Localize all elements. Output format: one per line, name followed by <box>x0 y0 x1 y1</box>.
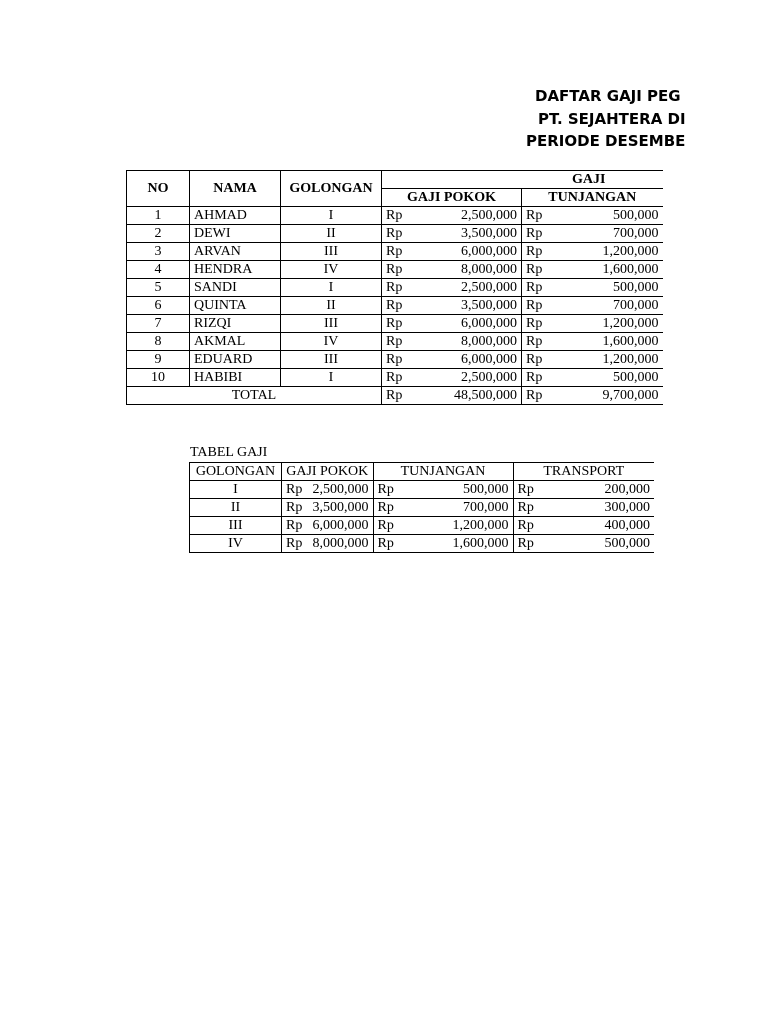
ref-cell-gaji-pokok-currency[interactable]: Rp <box>282 517 309 535</box>
cell-gaji-pokok[interactable]: 6,000,000 <box>421 351 522 369</box>
reference-table-caption[interactable]: TABEL GAJI <box>190 445 268 460</box>
cell-nama[interactable]: SANDI <box>190 279 281 297</box>
cell-tunjangan-currency[interactable]: Rp <box>522 207 561 225</box>
cell-no[interactable]: 6 <box>127 297 190 315</box>
ref-cell-golongan[interactable]: I <box>190 481 282 499</box>
ref-cell-tunjangan[interactable]: 700,000 <box>412 499 513 517</box>
ref-cell-tunjangan-currency[interactable]: Rp <box>373 517 412 535</box>
total-gaji-pokok[interactable]: 48,500,000 <box>421 387 522 405</box>
ref-header-tunjangan[interactable]: TUNJANGAN <box>373 463 513 481</box>
report-title: DAFTAR GAJI PEG <box>535 87 681 105</box>
ref-cell-tunjangan-currency[interactable]: Rp <box>373 535 412 553</box>
cell-no[interactable]: 9 <box>127 351 190 369</box>
cell-gaji-pokok[interactable]: 6,000,000 <box>421 243 522 261</box>
total-label[interactable]: TOTAL <box>127 387 382 405</box>
ref-cell-gaji-pokok-currency[interactable]: Rp <box>282 535 309 553</box>
cell-nama[interactable]: RIZQI <box>190 315 281 333</box>
table-row <box>127 315 663 333</box>
cell-no[interactable]: 1 <box>127 207 190 225</box>
cell-no[interactable]: 3 <box>127 243 190 261</box>
ref-cell-gaji-pokok[interactable]: 2,500,000 <box>309 481 374 499</box>
cell-golongan[interactable]: IV <box>281 333 382 351</box>
total-tunjangan-currency[interactable]: Rp <box>522 387 561 405</box>
ref-header-transport[interactable]: TRANSPORT <box>513 463 654 481</box>
cell-nama[interactable]: DEWI <box>190 225 281 243</box>
ref-cell-gaji-pokok[interactable]: 8,000,000 <box>309 535 374 553</box>
ref-cell-transport-currency[interactable]: Rp <box>513 517 552 535</box>
cell-tunjangan-currency[interactable]: Rp <box>522 261 561 279</box>
cell-tunjangan-currency[interactable]: Rp <box>522 279 561 297</box>
reference-table-row <box>190 499 655 517</box>
cell-gaji-pokok[interactable]: 6,000,000 <box>421 315 522 333</box>
ref-cell-gaji-pokok[interactable]: 3,500,000 <box>309 499 374 517</box>
salary-table <box>126 170 663 405</box>
cell-tunjangan-currency[interactable]: Rp <box>522 333 561 351</box>
cell-tunjangan[interactable]: 500,000 <box>561 207 663 225</box>
header-golongan[interactable]: GOLONGAN <box>281 171 382 207</box>
table-row <box>127 297 663 315</box>
cell-gaji-pokok[interactable]: 2,500,000 <box>421 207 522 225</box>
reference-table-row <box>190 517 655 535</box>
cell-tunjangan-currency[interactable]: Rp <box>522 315 561 333</box>
cell-gaji-pokok-currency[interactable]: Rp <box>382 351 421 369</box>
cell-gaji-pokok[interactable]: 8,000,000 <box>421 261 522 279</box>
cell-no[interactable]: 10 <box>127 369 190 387</box>
cell-gaji-pokok-currency[interactable]: Rp <box>382 207 421 225</box>
cell-tunjangan-currency[interactable]: Rp <box>522 351 561 369</box>
ref-cell-transport[interactable]: 300,000 <box>552 499 654 517</box>
ref-cell-transport[interactable]: 200,000 <box>552 481 654 499</box>
cell-golongan[interactable]: II <box>281 225 382 243</box>
cell-tunjangan-currency[interactable]: Rp <box>522 243 561 261</box>
table-row <box>127 243 663 261</box>
ref-header-gaji-pokok[interactable]: GAJI POKOK <box>282 463 374 481</box>
cell-nama[interactable]: AKMAL <box>190 333 281 351</box>
cell-golongan[interactable]: IV <box>281 261 382 279</box>
cell-golongan[interactable]: III <box>281 351 382 369</box>
table-row <box>127 369 663 387</box>
cell-tunjangan-currency[interactable]: Rp <box>522 369 561 387</box>
ref-cell-transport-currency[interactable]: Rp <box>513 499 552 517</box>
header-nama[interactable]: NAMA <box>190 171 281 207</box>
table-row <box>127 333 663 351</box>
ref-cell-tunjangan-currency[interactable]: Rp <box>373 499 412 517</box>
table-row <box>127 261 663 279</box>
ref-cell-tunjangan[interactable]: 1,600,000 <box>412 535 513 553</box>
ref-cell-golongan[interactable]: II <box>190 499 282 517</box>
cell-no[interactable]: 7 <box>127 315 190 333</box>
header-no[interactable]: NO <box>127 171 190 207</box>
header-gaji-pokok[interactable]: GAJI POKOK <box>382 189 522 207</box>
reference-salary-table <box>189 462 654 553</box>
report-period: PERIODE DESEMBE <box>526 132 686 150</box>
ref-cell-gaji-pokok-currency[interactable]: Rp <box>282 499 309 517</box>
ref-cell-gaji-pokok-currency[interactable]: Rp <box>282 481 309 499</box>
cell-golongan[interactable]: I <box>281 279 382 297</box>
cell-tunjangan[interactable]: 700,000 <box>561 297 663 315</box>
ref-cell-transport[interactable]: 500,000 <box>552 535 654 553</box>
cell-nama[interactable]: HABIBI <box>190 369 281 387</box>
header-gaji[interactable]: GAJI <box>382 171 663 189</box>
cell-golongan[interactable]: I <box>281 369 382 387</box>
cell-gaji-pokok[interactable]: 3,500,000 <box>421 225 522 243</box>
cell-no[interactable]: 2 <box>127 225 190 243</box>
cell-tunjangan[interactable]: 1,600,000 <box>561 333 663 351</box>
cell-gaji-pokok-currency[interactable]: Rp <box>382 315 421 333</box>
cell-tunjangan[interactable]: 1,200,000 <box>561 243 663 261</box>
cell-tunjangan[interactable]: 500,000 <box>561 369 663 387</box>
cell-nama[interactable]: ARVAN <box>190 243 281 261</box>
cell-golongan[interactable]: II <box>281 297 382 315</box>
cell-no[interactable]: 8 <box>127 333 190 351</box>
cell-nama[interactable]: EDUARD <box>190 351 281 369</box>
cell-gaji-pokok-currency[interactable]: Rp <box>382 225 421 243</box>
ref-cell-tunjangan-currency[interactable]: Rp <box>373 481 412 499</box>
table-row <box>127 351 663 369</box>
total-row <box>127 387 663 405</box>
cell-gaji-pokok-currency[interactable]: Rp <box>382 261 421 279</box>
total-tunjangan[interactable]: 9,700,000 <box>561 387 663 405</box>
table-header-row <box>127 171 663 189</box>
cell-nama[interactable]: QUINTA <box>190 297 281 315</box>
cell-tunjangan[interactable]: 500,000 <box>561 279 663 297</box>
cell-gaji-pokok-currency[interactable]: Rp <box>382 333 421 351</box>
ref-cell-transport-currency[interactable]: Rp <box>513 535 552 553</box>
cell-tunjangan[interactable]: 1,600,000 <box>561 261 663 279</box>
ref-cell-golongan[interactable]: III <box>190 517 282 535</box>
cell-tunjangan[interactable]: 1,200,000 <box>561 351 663 369</box>
cell-gaji-pokok[interactable]: 8,000,000 <box>421 333 522 351</box>
cell-tunjangan-currency[interactable]: Rp <box>522 225 561 243</box>
cell-gaji-pokok[interactable]: 2,500,000 <box>421 369 522 387</box>
company-name: PT. SEJAHTERA DI <box>538 110 686 128</box>
ref-cell-tunjangan[interactable]: 500,000 <box>412 481 513 499</box>
cell-nama[interactable]: HENDRA <box>190 261 281 279</box>
ref-header-golongan[interactable]: GOLONGAN <box>190 463 282 481</box>
ref-cell-transport[interactable]: 400,000 <box>552 517 654 535</box>
table-row <box>127 225 663 243</box>
cell-no[interactable]: 5 <box>127 279 190 297</box>
cell-no[interactable]: 4 <box>127 261 190 279</box>
ref-cell-tunjangan[interactable]: 1,200,000 <box>412 517 513 535</box>
total-gaji-pokok-currency[interactable]: Rp <box>382 387 421 405</box>
header-tunjangan[interactable]: TUNJANGAN <box>522 189 663 207</box>
cell-gaji-pokok-currency[interactable]: Rp <box>382 243 421 261</box>
table-row <box>127 279 663 297</box>
cell-golongan[interactable]: III <box>281 315 382 333</box>
ref-cell-gaji-pokok[interactable]: 6,000,000 <box>309 517 374 535</box>
ref-cell-transport-currency[interactable]: Rp <box>513 481 552 499</box>
cell-gaji-pokok-currency[interactable]: Rp <box>382 297 421 315</box>
reference-table-row <box>190 481 655 499</box>
cell-tunjangan[interactable]: 700,000 <box>561 225 663 243</box>
table-row <box>127 207 663 225</box>
cell-golongan[interactable]: III <box>281 243 382 261</box>
cell-gaji-pokok-currency[interactable]: Rp <box>382 369 421 387</box>
cell-gaji-pokok-currency[interactable]: Rp <box>382 279 421 297</box>
cell-gaji-pokok[interactable]: 2,500,000 <box>421 279 522 297</box>
reference-table-row <box>190 535 655 553</box>
cell-gaji-pokok[interactable]: 3,500,000 <box>421 297 522 315</box>
cell-nama[interactable]: AHMAD <box>190 207 281 225</box>
ref-cell-golongan[interactable]: IV <box>190 535 282 553</box>
cell-golongan[interactable]: I <box>281 207 382 225</box>
reference-header-row <box>190 463 655 481</box>
cell-tunjangan-currency[interactable]: Rp <box>522 297 561 315</box>
cell-tunjangan[interactable]: 1,200,000 <box>561 315 663 333</box>
